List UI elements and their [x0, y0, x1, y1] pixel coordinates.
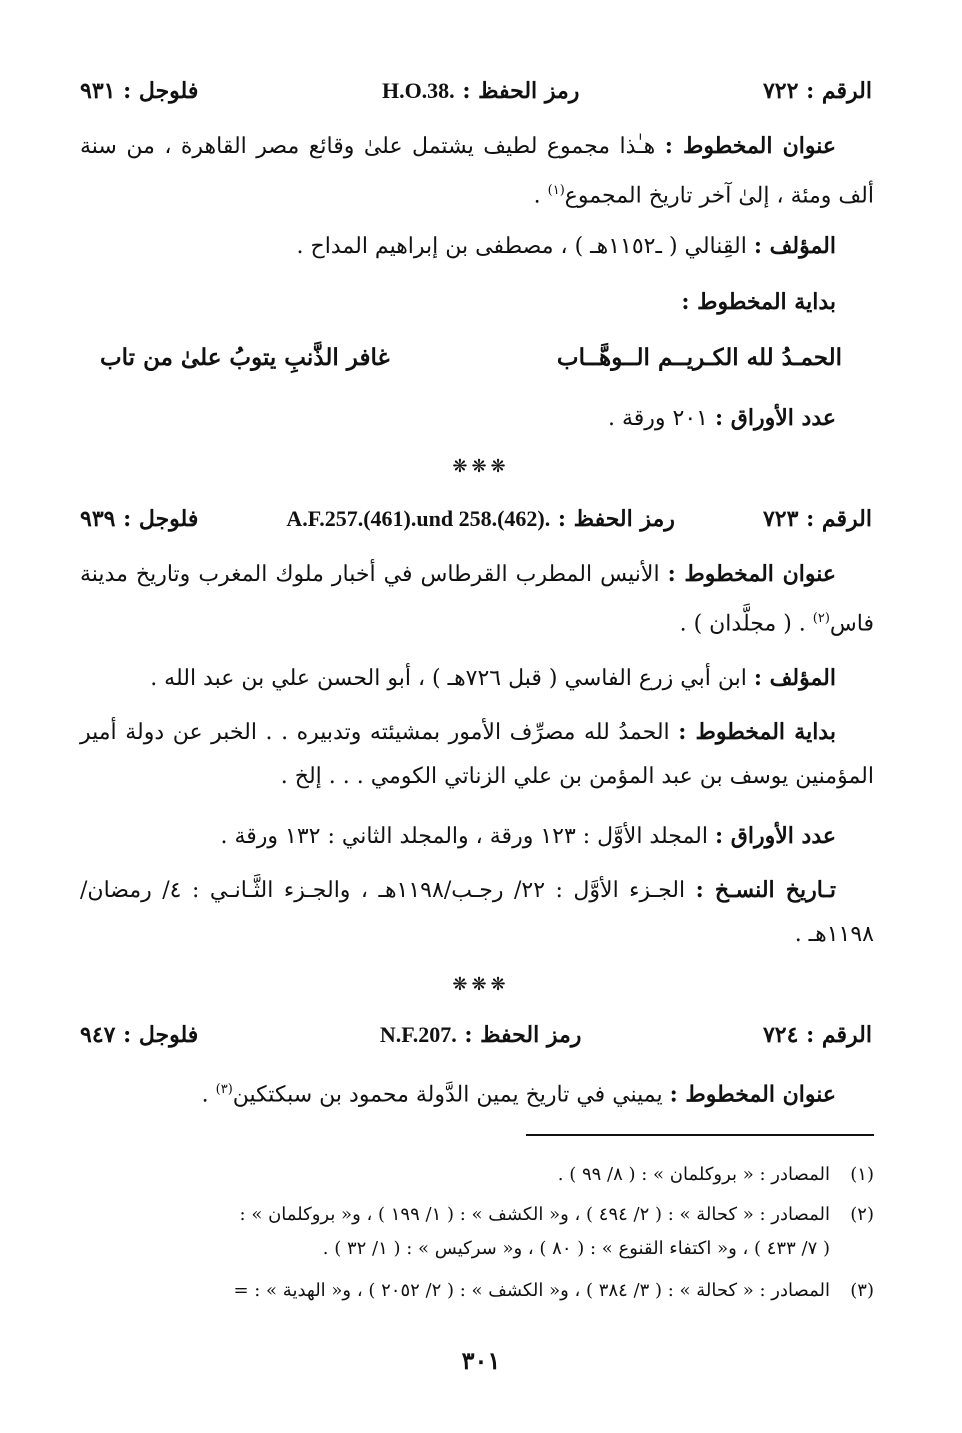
manuscript-title: عنوان المخطوط : الأنيس المطرب القرطاس في أخبار ملوك المغرب وتاريخ مدينة فاس$^{(٢)}$ . ( مجلَّدان ) .	[80, 561, 874, 637]
entry-header	[80, 1022, 872, 1048]
manuscript-beginning-label: بداية المخطوط :	[681, 289, 836, 315]
manuscript-author: المؤلف : القِنالي ( ـ١١٥٢هـ ) ، مصطفى بن إبراهيم المداح .	[296, 233, 836, 259]
entry-number: الرقم : ٧٢٣	[762, 506, 872, 532]
entry-number: الرقم : ٧٢٢	[762, 78, 872, 104]
footnote: (٣)المصادر : « كحالة » : ( ٣/ ٣٨٤ ) ، و« الكشف » : ( ٢/ ٢٠٥٢ ) ، و« الهدية » : =	[233, 1280, 874, 1301]
entry-header	[80, 78, 872, 104]
manuscript-author: المؤلف : ابن أبي زرع الفاسي ( قبل ٧٢٦هـ ) ، أبو الحسن علي بن عبد الله .	[150, 665, 836, 691]
beginning-verse	[100, 344, 842, 371]
footnote: (٢)المصادر : « كحالة » : ( ٢/ ٤٩٤ ) ، و« الكشف » : ( ١/ ١٩٩ ) ، و« بروكلمان » : ( ٧/ ٤٣٣ ) ، و« اكتفاء القنوع » : ( ٨٠ ) ، و« سركيس » : ( ١/ ٣٢ ) .	[239, 1204, 874, 1259]
separator-stars: ❋❋❋	[452, 974, 510, 995]
verse-hemistich-1: الحمـدُ لله الكـريــم الــوهَّــاب	[556, 344, 842, 371]
page-number: ٣٠١	[461, 1346, 501, 1375]
flugel-number: فلوجل : ٩٣٩	[80, 506, 199, 532]
storage-code: رمز الحفظ : A.F.257.(461).und 258.(462).	[286, 506, 675, 532]
manuscript-title: عنوان المخطوط : هـٰذا مجموع لطيف يشتمل علىٰ وقائع مصر القاهرة ، من سنة ألف ومئة ، إلىٰ آخر تاريخ المجموع$^{(١)}$ .	[80, 133, 874, 209]
copy-date: تـاريخ النسـخ : الجـزء الأوَّل : ٢٢/ رجـب/١١٩٨هـ ، والجـزء الثَّـانـي : ٤/ رمضان/ ١١٩٨هـ .	[80, 877, 874, 947]
entry-number: الرقم : ٧٢٤	[762, 1022, 872, 1048]
footnote-divider	[526, 1134, 874, 1136]
flugel-number: فلوجل : ٩٤٧	[80, 1022, 199, 1048]
footnote-ref: (٢)	[812, 611, 830, 626]
storage-code: رمز الحفظ : N.F.207.	[379, 1022, 582, 1048]
manuscript-title: عنوان المخطوط : يميني في تاريخ يمين الدَّولة محمود بن سبكتكين$^{(٣)}$ .	[201, 1081, 836, 1108]
storage-code: رمز الحفظ : H.O.38.	[381, 78, 580, 104]
footnote-ref: (٣)	[215, 1082, 233, 1097]
flugel-number: فلوجل : ٩٣١	[80, 78, 199, 104]
folio-count: عدد الأوراق : المجلد الأوَّل : ١٢٣ ورقة ، والمجلد الثاني : ١٣٢ ورقة .	[220, 823, 836, 849]
verse-hemistich-2: غافر الذَّنبِ يتوبُ علىٰ من تاب	[100, 344, 390, 371]
footnote: (١)المصادر : « بروكلمان » : ( ٨/ ٩٩ ) .	[557, 1164, 874, 1185]
separator-stars: ❋❋❋	[452, 456, 510, 477]
entry-header	[80, 506, 872, 532]
manuscript-beginning: بداية المخطوط : الحمدُ لله مصرِّف الأمور بمشيئته وتدبيره . . الخبر عن دولة أمير المؤمنين يوسف بن عبد المؤمن بن علي الزناتي الكومي . . . إلخ .	[80, 719, 874, 789]
folio-count: عدد الأوراق : ٢٠١ ورقة .	[608, 405, 836, 431]
footnote-ref: (١)	[547, 183, 565, 198]
